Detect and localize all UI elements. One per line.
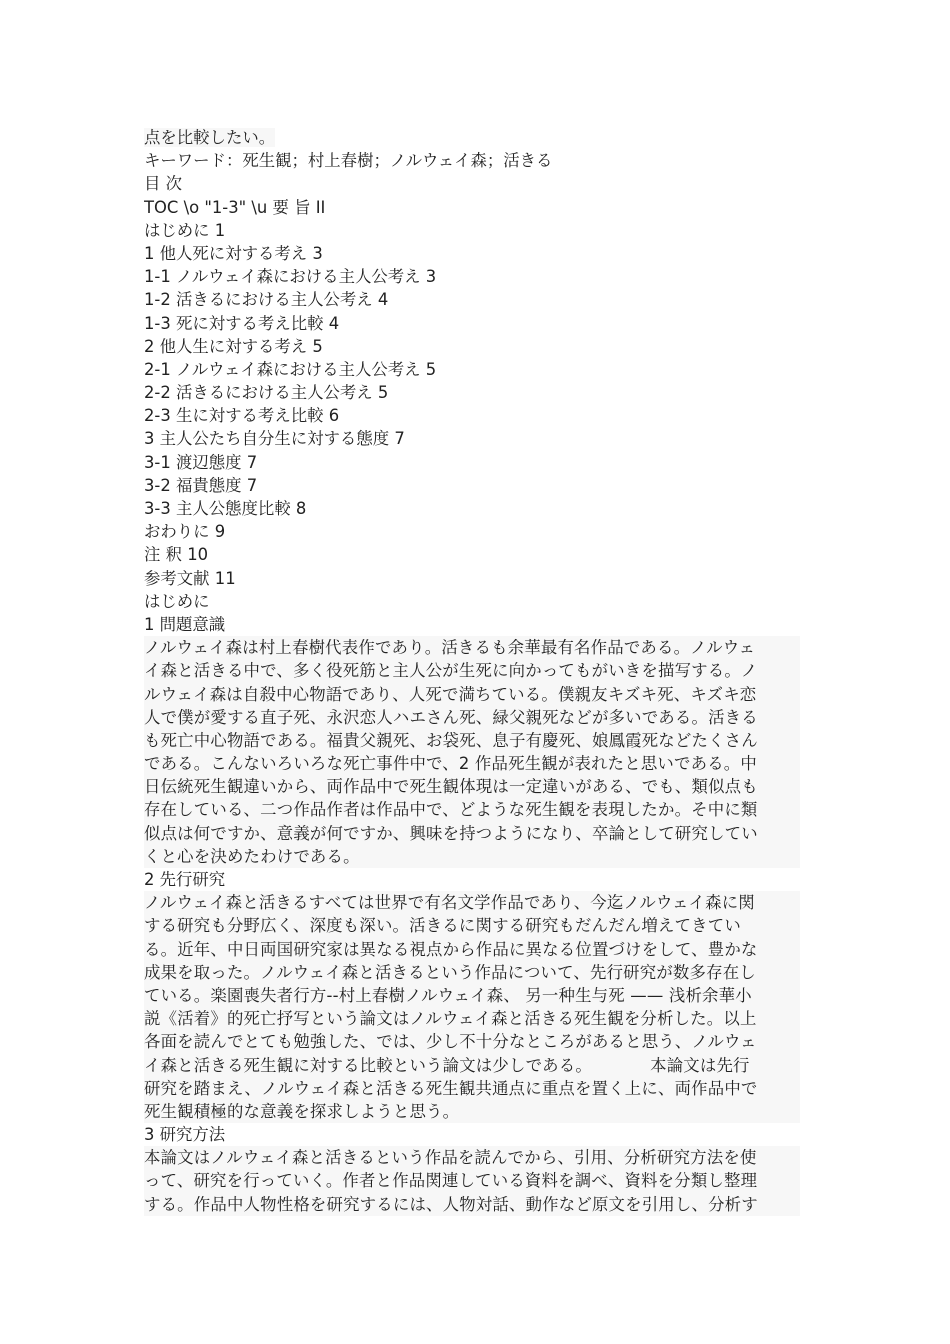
paragraph-line: 成果を取った。ノルウェイ森と活きるという作品について、先行研究が数多存在し	[144, 962, 756, 982]
toc-entry[interactable]: 参考文献 11	[144, 568, 236, 588]
toc-entry[interactable]: 1 他人死に対する考え 3	[144, 243, 323, 263]
section-2-paragraph	[144, 891, 800, 1123]
document-page	[144, 126, 800, 1216]
paragraph-line: イ森と活きる死生観に対する比較という論文は少しである。 本論文は先行	[144, 1055, 750, 1075]
paragraph-line: も死亡中心物語である。福貴父親死、お袋死、息子有慶死、娘鳳霞死などたくさん	[144, 730, 758, 750]
paragraph-line: 研究を踏まえ、ノルウェイ森と活きる死生観共通点に重点を置く上に、両作品中で	[144, 1078, 758, 1098]
toc-entry[interactable]: 注 釈 10	[144, 545, 209, 565]
intro-tail-line	[144, 126, 800, 149]
paragraph-line: って、研究を行っていく。作者と作品関連している資料を調べ、資料を分類し整理	[144, 1171, 758, 1191]
toc-entry[interactable]: 3-3 主人公態度比較 8	[144, 499, 307, 518]
table-of-contents	[144, 219, 800, 590]
toc-entry[interactable]: 2-1 ノルウェイ森における主人公考え 5	[144, 359, 437, 379]
toc-entry[interactable]: 2 他人生に対する考え 5	[144, 336, 323, 356]
paragraph-line: 各面を読んでとても勉強した、では、少し不十分なところがあると思う、ノルウェ	[144, 1032, 757, 1052]
section-1-paragraph	[144, 636, 800, 868]
toc-entry[interactable]: 1-3 死に対する考え比較 4	[144, 313, 340, 333]
section-3-paragraph	[144, 1146, 800, 1216]
toc-entry[interactable]: 2-2 活きるにおける主人公考え 5	[144, 383, 389, 403]
toc-entry[interactable]: 3 主人公たち自分生に対する態度 7	[144, 429, 405, 449]
paragraph-line: ノルウェイ森と活きるすべては世界で有名文学作品であり、今迄ノルウェイ森に関	[144, 893, 755, 913]
paragraph-line: ノルウェイ森は村上春樹代表作であり。活きるも余華最有名作品である。ノルウェ	[144, 638, 756, 658]
toc-entry[interactable]: 3-1 渡辺態度 7	[144, 452, 258, 472]
section-3-heading: 3 研究方法	[144, 1125, 226, 1145]
toc-entry[interactable]: 1-2 活きるにおける主人公考え 4	[144, 290, 389, 310]
paragraph-line: である。こんないろいろな死亡事件中で、2 作品死生観が表れたと思いである。中	[144, 754, 757, 774]
intro-tail-text: 点を比較したい。	[144, 128, 276, 147]
intro-heading: はじめに	[144, 591, 210, 611]
paragraph-line: 似点は何ですか、意義が何ですか、興味を持つようになり、卒論として研究してい	[144, 823, 758, 843]
toc-field-code: TOC \o "1-3" \u 要 旨 II	[144, 197, 326, 217]
section-2-heading: 2 先行研究	[144, 870, 226, 889]
paragraph-line: する研究も分野広く、深度も深い。活きるに関する研究もだんだん増えてきてい	[144, 916, 741, 936]
paragraph-line: 存在している、二つ作品作者は作品中で、どような死生観を表現したか。そ中に類	[144, 800, 758, 820]
toc-heading: 目 次	[144, 174, 182, 194]
paragraph-line: ている。楽園喪失者行方--村上春樹ノルウェイ森、 另一种生与死 —— 浅析余華小	[144, 985, 752, 1005]
section-1-heading: 1 問題意識	[144, 614, 226, 634]
toc-entry[interactable]: 1-1 ノルウェイ森における主人公考え 3	[144, 267, 437, 287]
toc-entry[interactable]: 2-3 生に対する考え比較 6	[144, 406, 340, 426]
paragraph-line: する。作品中人物性格を研究するには、人物対話、動作など原文を引用し、分析す	[144, 1194, 758, 1214]
keywords-line: キーワード：死生観；村上春樹；ノルウェイ森；活きる	[144, 151, 553, 171]
paragraph-line: 本論文はノルウェイ森と活きるという作品を読んでから、引用、分析研究方法を使	[144, 1148, 757, 1168]
paragraph-line: 死生観積極的な意義を探求しようと思う。	[144, 1101, 460, 1121]
toc-entry[interactable]: 3-2 福貴態度 7	[144, 475, 258, 495]
paragraph-line: 日伝統死生観違いから、両作品中で死生観体現は一定違いがある、でも、類似点も	[144, 777, 758, 797]
paragraph-line: くと心を決めたわけである。	[144, 846, 360, 866]
paragraph-line: イ森と活きる中で、多く役死筋と主人公が生死に向かってもがいきを描写する。ノ	[144, 661, 758, 681]
paragraph-line: 人で僕が愛する直子死、永沢恋人ハエさん死、緑父親死などが多いである。活きる	[144, 707, 758, 727]
paragraph-line: ルウェイ森は自殺中心物語であり、人死で満ちている。僕親友キズキ死、キズキ恋	[144, 684, 757, 704]
toc-entry[interactable]: はじめに 1	[144, 220, 226, 240]
toc-entry[interactable]: おわりに 9	[144, 522, 226, 542]
paragraph-line: る。近年、中日両国研究家は異なる視点から作品に異なる位置づけをして、豊かな	[144, 939, 758, 959]
paragraph-line: 説《活着》的死亡抒写という論文はノルウェイ森と活きる死生観を分析した。以上	[144, 1009, 757, 1029]
